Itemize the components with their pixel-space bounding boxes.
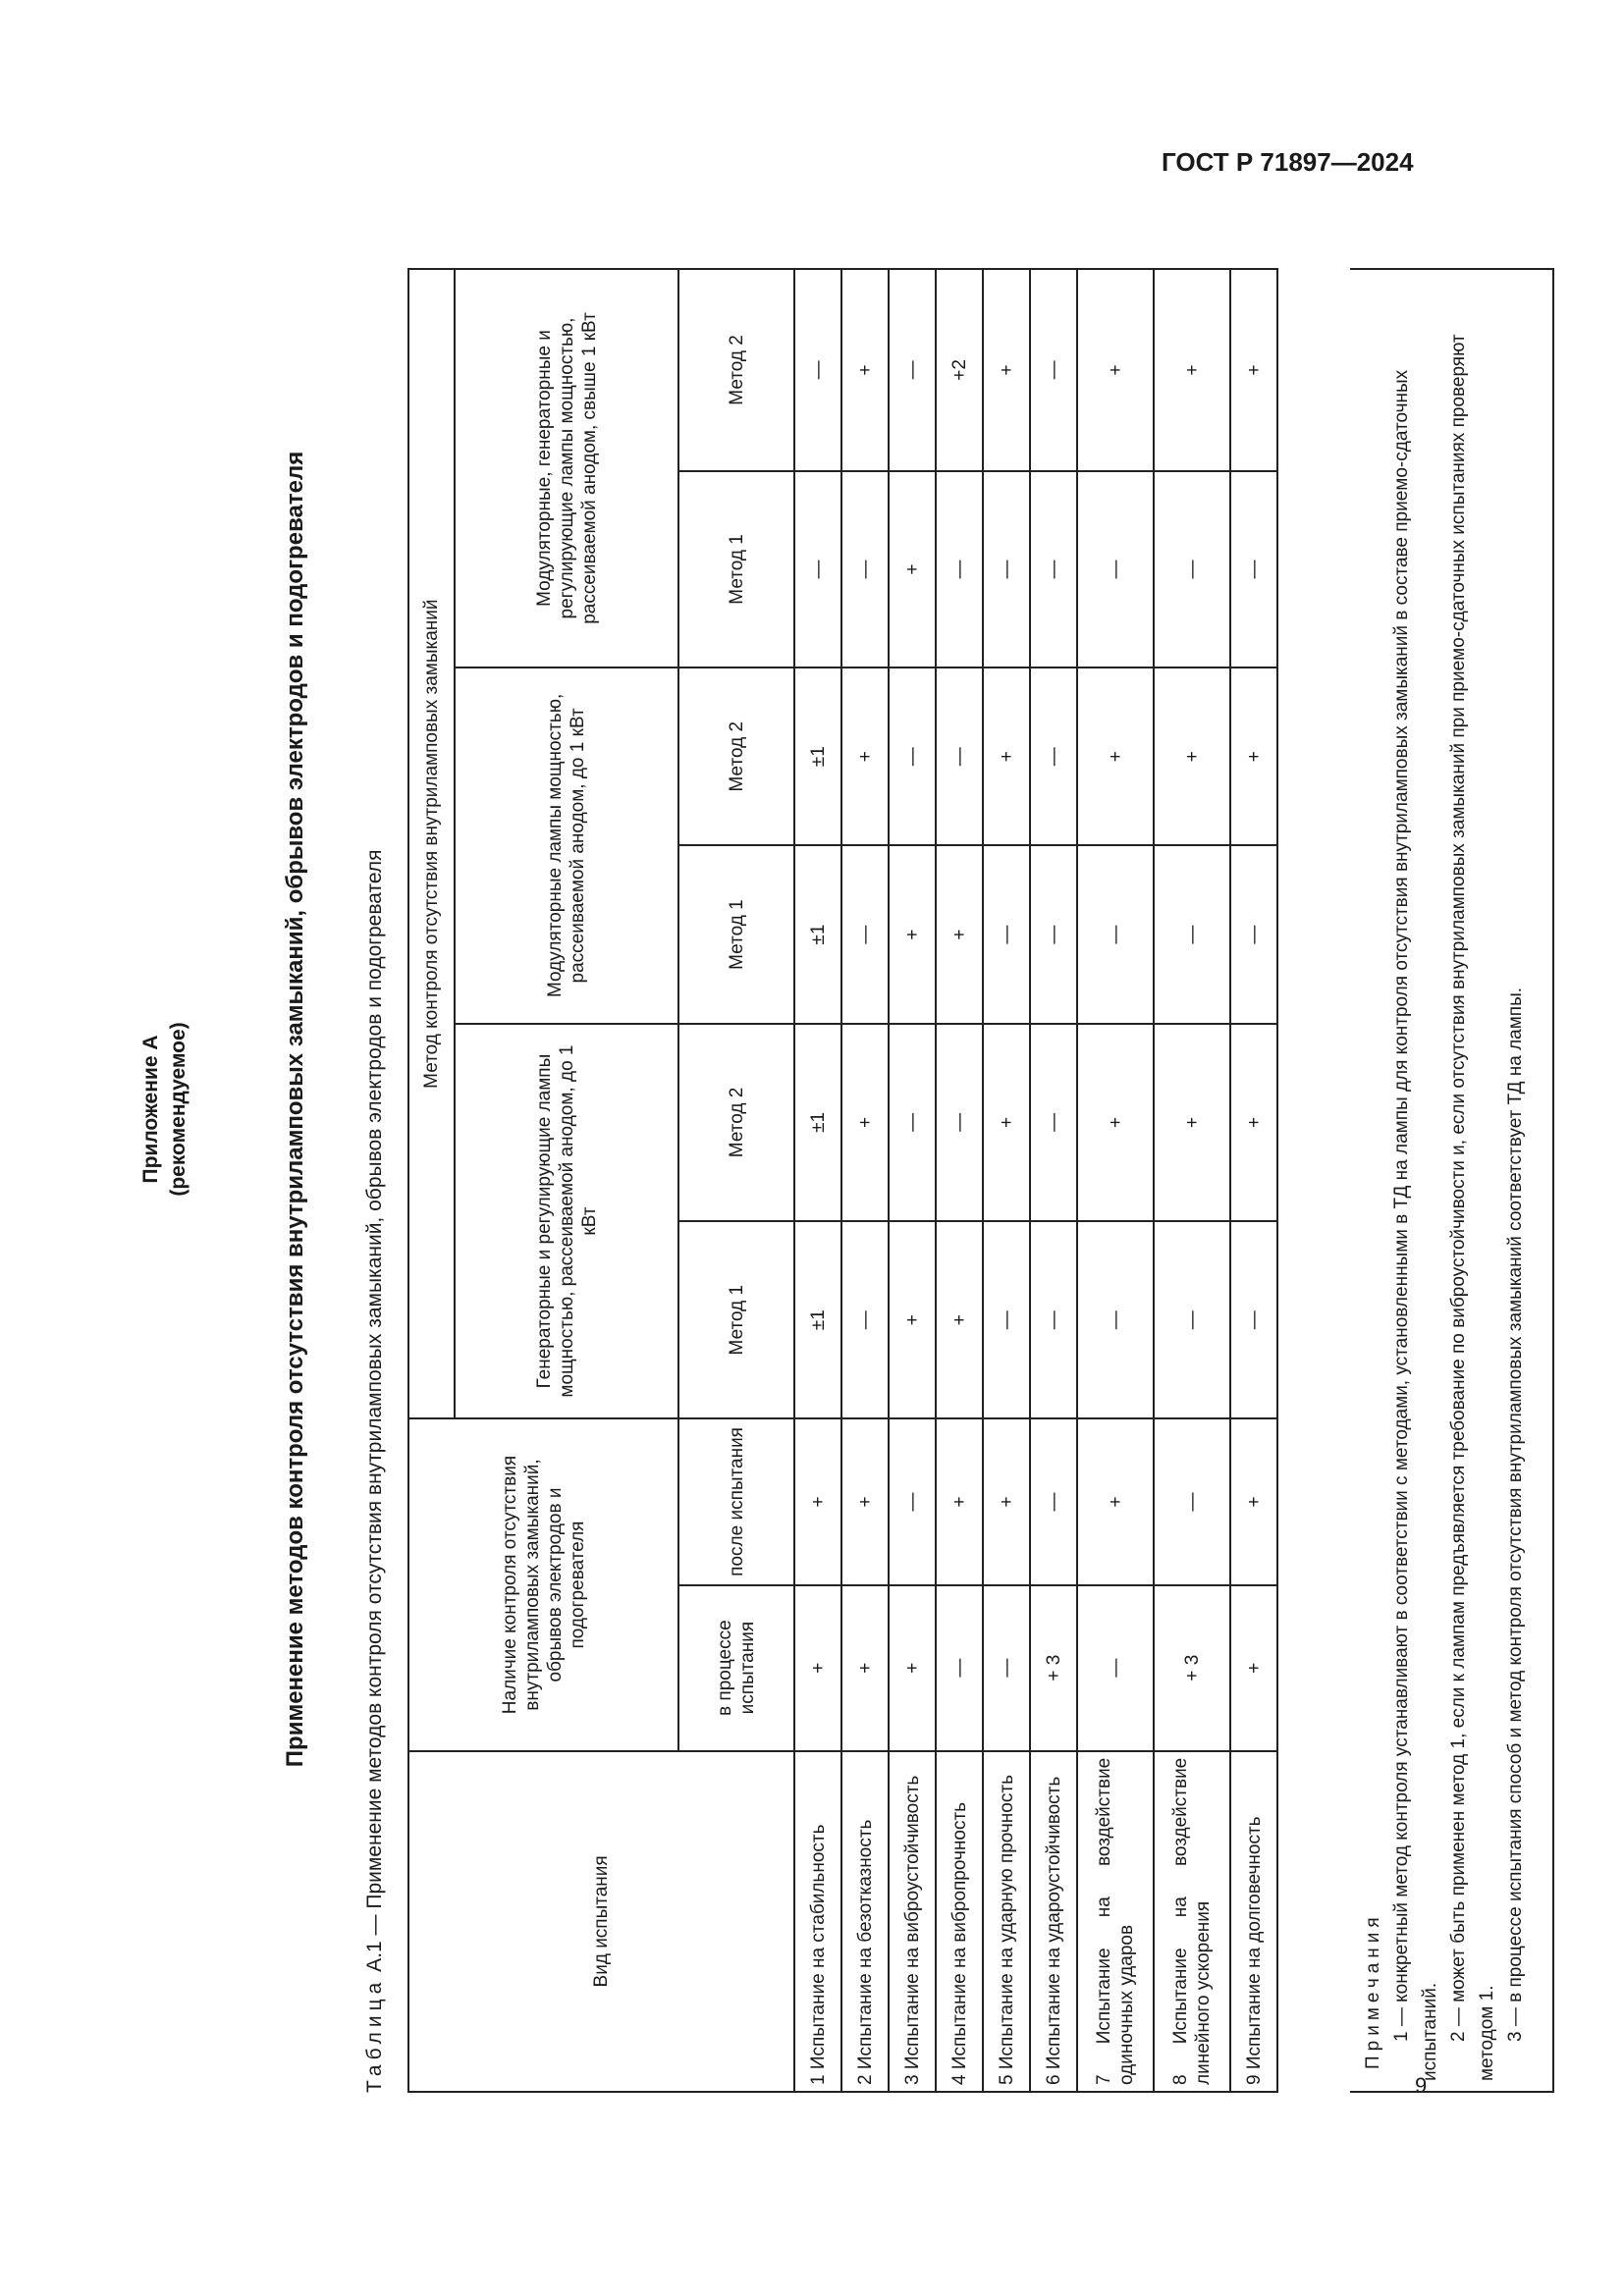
table-cell: + bbox=[1077, 667, 1154, 845]
header-lamp-group-1: Генераторные и регулирующие лампы мощностью, рассеиваемой анодом, до 1 кВт bbox=[455, 1024, 678, 1419]
table-row bbox=[1154, 269, 1230, 2092]
table-cell: — bbox=[841, 471, 889, 667]
table-cell: — bbox=[983, 1585, 1030, 1751]
header-method-2: Метод 2 bbox=[678, 667, 794, 845]
table-cell: + bbox=[1230, 1024, 1277, 1221]
table-cell: + bbox=[983, 1024, 1030, 1221]
table-cell: — bbox=[1077, 1221, 1154, 1418]
table-cell: — bbox=[1030, 471, 1077, 667]
table-cell: — bbox=[983, 845, 1030, 1023]
table-cell: + bbox=[889, 1585, 936, 1751]
table-cell: ±1 bbox=[794, 845, 841, 1023]
page-number: 9 bbox=[1415, 2073, 1428, 2098]
table-cell: + bbox=[1077, 269, 1154, 471]
header-method-1: Метод 1 bbox=[678, 845, 794, 1023]
header-method-2: Метод 2 bbox=[678, 1024, 794, 1221]
appendix-status: (рекомендуемое) bbox=[167, 1022, 189, 1197]
table-cell: + bbox=[889, 1221, 936, 1418]
table-cell: + bbox=[794, 1585, 841, 1751]
table-cell: — bbox=[889, 1418, 936, 1584]
table-row bbox=[936, 269, 983, 2092]
table-cell: + bbox=[841, 1585, 889, 1751]
table-cell: — bbox=[841, 845, 889, 1023]
table-body bbox=[794, 269, 1277, 2092]
table-cell: — bbox=[1077, 845, 1154, 1023]
table-cell: — bbox=[936, 1024, 983, 1221]
table-cell: ±1 bbox=[794, 1221, 841, 1418]
table-cell: — bbox=[1230, 1221, 1277, 1418]
table-cell: ±1 bbox=[794, 1024, 841, 1221]
table-cell: + bbox=[936, 1221, 983, 1418]
header-after: после испытания bbox=[678, 1418, 794, 1584]
table-cell: + bbox=[1230, 1585, 1277, 1751]
table-cell: + bbox=[841, 667, 889, 845]
table-cell: — bbox=[889, 269, 936, 471]
table-cell: — bbox=[1030, 845, 1077, 1023]
table-cell: + bbox=[794, 1418, 841, 1584]
row-test-name: 2 Испытание на безотказность bbox=[841, 1751, 889, 2092]
row-test-name: 8 Испытание на воздействие линейного ускорения bbox=[1154, 1751, 1230, 2092]
table-cell: + bbox=[1154, 667, 1230, 845]
table-row bbox=[889, 269, 936, 2092]
row-test-name: 7 Испытание на воздействие одиночных ударов bbox=[1077, 1751, 1154, 2092]
table-cell: — bbox=[1230, 471, 1277, 667]
document-code: ГОСТ Р 71897—2024 bbox=[1162, 147, 1414, 177]
row-test-name: 5 Испытание на ударную прочность bbox=[983, 1751, 1030, 2092]
table-cell: — bbox=[1030, 1221, 1077, 1418]
table-cell: — bbox=[1030, 1418, 1077, 1584]
table-cell: + bbox=[936, 1418, 983, 1584]
table-cell: + bbox=[889, 471, 936, 667]
table-cell: — bbox=[1154, 1221, 1230, 1418]
table-cell: — bbox=[794, 269, 841, 471]
appendix-title: Приложение А bbox=[139, 1035, 162, 1184]
table-cell: — bbox=[841, 1221, 889, 1418]
table-cell: + bbox=[983, 667, 1030, 845]
table-cell: — bbox=[794, 471, 841, 667]
header-lamp-group-3: Модуляторные, генераторные и регулирующие лампы мощностью, рассеиваемой анодом, свыше 1 кВт bbox=[455, 269, 678, 667]
table-row bbox=[1030, 269, 1077, 2092]
header-method-2: Метод 2 bbox=[678, 269, 794, 471]
table-cell: +2 bbox=[936, 269, 983, 471]
notes bbox=[1359, 294, 1530, 2081]
table-cell: — bbox=[1077, 1585, 1154, 1751]
table-cell: + bbox=[1154, 269, 1230, 471]
table-cell: — bbox=[1154, 471, 1230, 667]
table-caption bbox=[363, 850, 387, 2093]
table-cell: + bbox=[1230, 1418, 1277, 1584]
header-method-group: Метод контроля отсутствия внутриламповых замыканий bbox=[408, 269, 455, 1418]
table-cell: — bbox=[1077, 471, 1154, 667]
table-caption-text: А.1 — Применение методов контроля отсутствия внутриламповых замыканий, обрывов электродов и подогревателя bbox=[363, 849, 386, 1972]
table-cell: + bbox=[841, 269, 889, 471]
table-row bbox=[1077, 269, 1154, 2092]
table-cell: — bbox=[1030, 269, 1077, 471]
row-test-name: 3 Испытание на виброустойчивость bbox=[889, 1751, 936, 2092]
table-cell: — bbox=[936, 667, 983, 845]
table-cell: + bbox=[983, 1418, 1030, 1584]
table-cell: — bbox=[1030, 667, 1077, 845]
rotated-content bbox=[137, 108, 1571, 2110]
tests-table bbox=[407, 268, 1278, 2093]
header-lamp-group-2: Модуляторные лампы мощностью, рассеиваемой анодом, до 1 кВт bbox=[455, 667, 678, 1024]
table-cell: — bbox=[1154, 845, 1230, 1023]
table-cell: + bbox=[1230, 269, 1277, 471]
table-cell: — bbox=[936, 1585, 983, 1751]
section-title: Применение методов контроля отсутствия внутриламповых замыканий, обрывов электродов и подогревателя bbox=[282, 451, 308, 1768]
table-cell: + 3 bbox=[1030, 1585, 1077, 1751]
table-cell: + bbox=[1154, 1024, 1230, 1221]
table-caption-prefix: Таблица bbox=[363, 1977, 386, 2093]
note-item: 3 — в процессе испытания способ и метод контроля отсутствия внутриламповых замыканий соответствует ТД на лампы. bbox=[1505, 987, 1526, 2042]
header-presence: Наличие контроля отсутствия внутриламповых замыканий, обрывов электродов и подогревателя bbox=[408, 1418, 678, 1750]
notes-heading: Примечания bbox=[1363, 1912, 1383, 2069]
header-during: в процессе испытания bbox=[678, 1585, 794, 1751]
table-cell: — bbox=[1030, 1024, 1077, 1221]
table-row bbox=[1230, 269, 1277, 2092]
note-item: 1 — конкретный метод контроля устанавливают в соответствии с методами, установленными в ТД на лампы для контроля отсутствия внутриламповых замыканий в составе приемо-сдаточных испытаний. bbox=[1391, 369, 1440, 2081]
table-cell: — bbox=[1154, 1418, 1230, 1584]
table-cell: — bbox=[889, 667, 936, 845]
table-cell: ±1 bbox=[794, 667, 841, 845]
table-cell: — bbox=[936, 471, 983, 667]
note-item: 2 — может быть применен метод 1, если к лампам предъявляется требование по виброустойчивости и, если отсутствия внутриламповых замыканий при приемо-сдаточных испытаниях проверяют методом 1. bbox=[1448, 334, 1497, 2081]
row-test-name: 4 Испытание на вибропрочность bbox=[936, 1751, 983, 2092]
table-cell: — bbox=[983, 1221, 1030, 1418]
table-cell: — bbox=[1230, 845, 1277, 1023]
table-row bbox=[983, 269, 1030, 2092]
table-cell: + bbox=[1230, 667, 1277, 845]
table-cell: + bbox=[1077, 1418, 1154, 1584]
table-cell: + bbox=[841, 1418, 889, 1584]
table-cell: — bbox=[889, 1024, 936, 1221]
header-method-1: Метод 1 bbox=[678, 1221, 794, 1418]
row-test-name: 1 Испытание на стабильность bbox=[794, 1751, 841, 2092]
table-cell: + bbox=[983, 269, 1030, 471]
table-row bbox=[794, 269, 841, 2092]
table-cell: — bbox=[983, 471, 1030, 667]
table-cell: + bbox=[841, 1024, 889, 1221]
table-cell: + bbox=[1077, 1024, 1154, 1221]
header-test-type: Вид испытания bbox=[408, 1751, 794, 2092]
header-method-1: Метод 1 bbox=[678, 471, 794, 667]
row-test-name: 6 Испытание на удароустойчивость bbox=[1030, 1751, 1077, 2092]
row-test-name: 9 Испытание на долговечность bbox=[1230, 1751, 1277, 2092]
table-row bbox=[841, 269, 889, 2092]
table-cell: + bbox=[889, 845, 936, 1023]
table-cell: + 3 bbox=[1154, 1585, 1230, 1751]
appendix-heading bbox=[137, 108, 192, 2110]
table-cell: + bbox=[936, 845, 983, 1023]
